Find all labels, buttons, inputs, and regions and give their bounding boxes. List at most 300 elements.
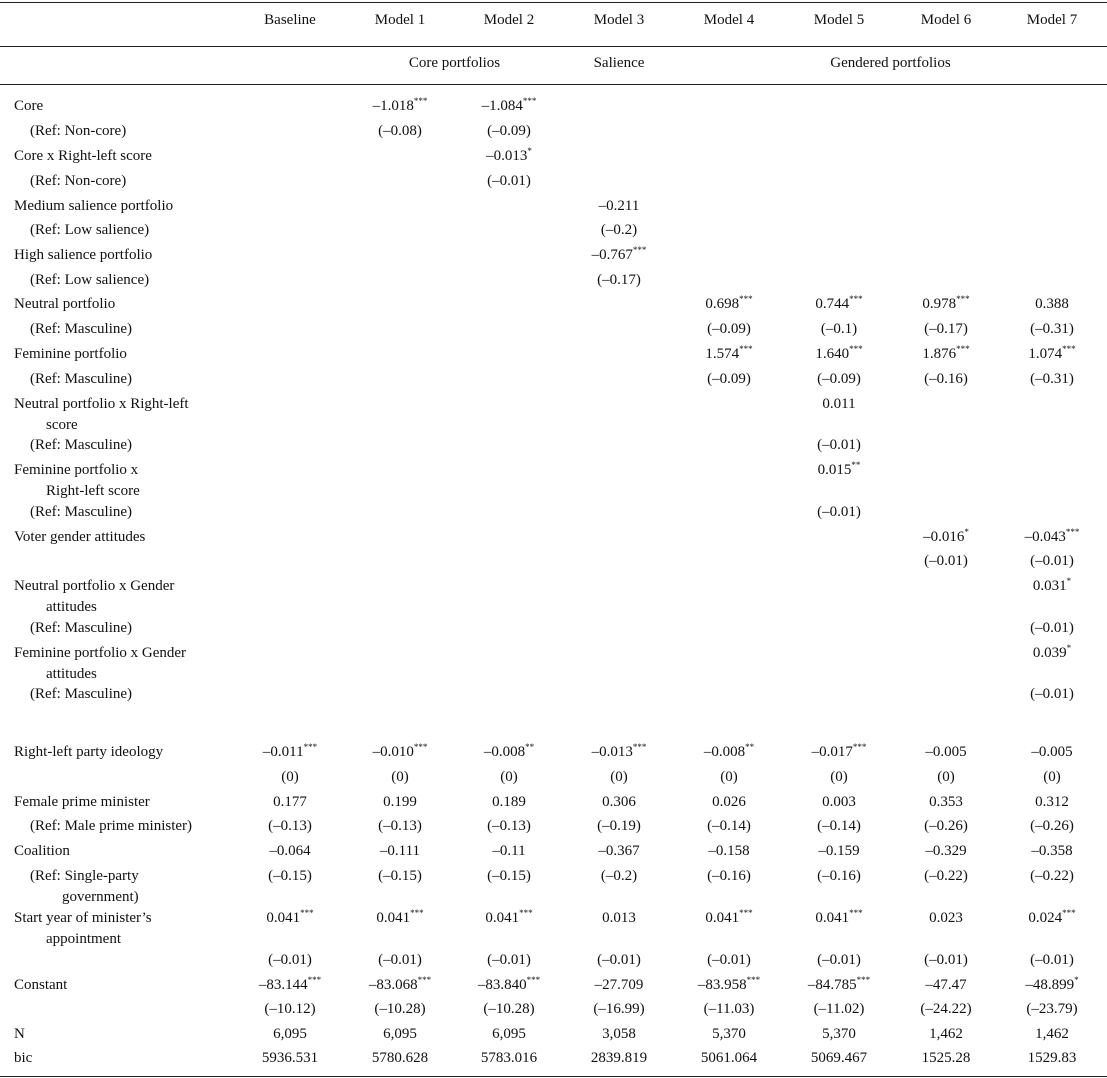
cell-value: 0.388 xyxy=(1035,296,1069,312)
significance-stars: *** xyxy=(413,96,428,106)
table-cell xyxy=(891,1024,1001,1045)
cell-value: –0.013 xyxy=(486,148,528,164)
table-cell xyxy=(997,527,1107,548)
table-cell xyxy=(454,121,564,142)
table-cell xyxy=(454,767,564,788)
cell-value: –0.11 xyxy=(492,843,526,859)
cell-value: 0.041 xyxy=(266,910,301,926)
table-cell xyxy=(235,999,345,1020)
label-text: (Ref: Masculine) xyxy=(30,620,133,636)
cell-value: (–0.16) xyxy=(707,868,751,884)
cell-value: (–0.15) xyxy=(487,868,531,884)
cell-value: (–0.22) xyxy=(924,868,968,884)
cell-value: (0) xyxy=(281,769,299,785)
table-cell xyxy=(345,1048,455,1069)
cell-value: (–0.31) xyxy=(1030,371,1074,387)
cell-value: –0.010 xyxy=(372,744,414,760)
reference-label xyxy=(30,171,250,192)
table-row xyxy=(0,551,1107,573)
table-cell xyxy=(564,245,674,266)
label-text: Core x Right-left score xyxy=(14,148,152,164)
table-row xyxy=(0,435,1107,457)
table-cell xyxy=(235,767,345,788)
significance-stars: *** xyxy=(739,294,753,304)
cell-value: 0.013 xyxy=(602,910,636,926)
label-text: (Ref: Low salience) xyxy=(30,272,150,288)
table-cell xyxy=(997,841,1107,862)
label-continuation: appointment xyxy=(46,931,121,947)
label-text: Female prime minister xyxy=(14,794,150,810)
variable-label xyxy=(14,792,234,813)
table-cell xyxy=(454,950,564,971)
table-cell xyxy=(564,908,674,929)
reference-label xyxy=(30,220,250,241)
table-row xyxy=(0,171,1107,193)
cell-value: –83.144 xyxy=(258,977,308,993)
label-text: (Ref: Masculine) xyxy=(30,686,133,702)
cell-value: (0) xyxy=(500,769,518,785)
cell-value: (–0.01) xyxy=(268,952,312,968)
significance-stars: *** xyxy=(522,96,537,106)
table-cell xyxy=(345,96,455,117)
cell-value: 0.015 xyxy=(817,462,852,478)
table-cell xyxy=(564,270,674,291)
significance-stars: *** xyxy=(1062,344,1076,354)
cell-value: –0.013 xyxy=(591,744,633,760)
table-cell xyxy=(345,792,455,813)
table-cell xyxy=(674,841,784,862)
label-text: (Ref: Masculine) xyxy=(30,504,133,520)
table-cell xyxy=(674,369,784,390)
table-cell xyxy=(564,950,674,971)
table-cell xyxy=(454,1024,564,1045)
label-text: Medium salience portfolio xyxy=(14,198,174,214)
cell-value: 0.003 xyxy=(822,794,856,810)
label-continuation: government) xyxy=(62,889,139,905)
table-cell xyxy=(345,742,455,763)
table-row xyxy=(0,196,1107,218)
table-cell xyxy=(997,742,1107,763)
significance-stars: *** xyxy=(856,975,871,985)
significance-stars: * xyxy=(527,146,532,156)
cell-value: –0.211 xyxy=(598,198,640,214)
table-cell xyxy=(997,1048,1107,1069)
table-cell xyxy=(345,908,455,929)
table-cell xyxy=(345,1024,455,1045)
table-cell xyxy=(891,908,1001,929)
cell-value: 1.640 xyxy=(815,346,850,362)
cell-value: 0.023 xyxy=(929,910,963,926)
table-cell xyxy=(891,551,1001,572)
table-row xyxy=(0,460,1107,499)
table-cell xyxy=(784,394,894,415)
table-row xyxy=(0,220,1107,242)
cell-value: –0.358 xyxy=(1031,843,1073,859)
table-cell xyxy=(891,767,1001,788)
table-row xyxy=(0,270,1107,292)
cell-value: –83.068 xyxy=(368,977,418,993)
label-continuation: attitudes xyxy=(46,666,97,682)
cell-value: 6,095 xyxy=(273,1026,307,1042)
cell-value: (0) xyxy=(830,769,848,785)
reference-label xyxy=(30,502,250,523)
cell-value: 1529.83 xyxy=(1027,1050,1077,1066)
cell-value: 0.312 xyxy=(1035,794,1069,810)
significance-stars: *** xyxy=(526,975,541,985)
table-cell xyxy=(997,792,1107,813)
table-cell xyxy=(891,841,1001,862)
table-cell xyxy=(454,146,564,167)
variable-label xyxy=(14,96,234,117)
variable-label xyxy=(14,1024,234,1045)
cell-value: 0.189 xyxy=(492,794,526,810)
cell-value: 1.876 xyxy=(922,346,957,362)
table-row xyxy=(0,975,1107,997)
cell-value: 0.031 xyxy=(1032,578,1067,594)
table-cell xyxy=(345,866,455,887)
label-text: Right-left party ideology xyxy=(14,744,164,760)
group-header-gendered: Gendered portfolios xyxy=(830,55,951,71)
table-row xyxy=(0,369,1107,391)
cell-value: (–0.09) xyxy=(817,371,861,387)
table-cell xyxy=(997,319,1107,340)
table-row xyxy=(0,319,1107,341)
table-cell xyxy=(564,742,674,763)
label-text: Voter gender attitudes xyxy=(14,529,146,545)
table-cell xyxy=(454,792,564,813)
cell-value: –83.958 xyxy=(697,977,747,993)
cell-value: (–0.16) xyxy=(817,868,861,884)
variable-label xyxy=(14,841,234,862)
table-cell xyxy=(235,742,345,763)
table-row xyxy=(0,1048,1107,1070)
cell-value: (–0.14) xyxy=(817,818,861,834)
reference-label xyxy=(30,816,250,837)
table-row xyxy=(0,816,1107,838)
table-row xyxy=(0,1024,1107,1046)
label-text: (Ref: Non-core) xyxy=(30,173,127,189)
cell-value: –0.005 xyxy=(1031,744,1073,760)
table-cell xyxy=(454,171,564,192)
cell-value: (–0.13) xyxy=(378,818,422,834)
table-cell xyxy=(784,767,894,788)
label-continuation: Right-left score xyxy=(46,483,140,499)
cell-value: (–11.03) xyxy=(703,1001,755,1017)
cell-value: 1.074 xyxy=(1028,346,1063,362)
cell-value: 5061.064 xyxy=(700,1050,758,1066)
variable-label xyxy=(14,460,226,502)
label-text: Core xyxy=(14,98,44,114)
label-text: Feminine portfolio x Gender xyxy=(14,645,187,661)
significance-stars: ** xyxy=(745,742,755,752)
significance-stars: *** xyxy=(632,245,647,255)
table-cell xyxy=(564,816,674,837)
table-row xyxy=(0,999,1107,1021)
significance-stars: *** xyxy=(849,294,863,304)
significance-stars: * xyxy=(1074,975,1079,985)
group-header-core: Core portfolios xyxy=(408,55,501,71)
table-cell xyxy=(891,319,1001,340)
significance-stars: *** xyxy=(413,742,428,752)
table-cell xyxy=(564,841,674,862)
table-cell xyxy=(997,551,1107,572)
table-cell xyxy=(997,816,1107,837)
column-header-model-7: Model 7 xyxy=(1026,12,1078,28)
cell-value: –0.008 xyxy=(483,744,526,760)
cell-value: 1.574 xyxy=(705,346,740,362)
table-cell xyxy=(997,294,1107,315)
table-cell xyxy=(454,1048,564,1069)
table-cell xyxy=(784,975,894,996)
cell-value: (–0.1) xyxy=(820,321,858,337)
table-cell xyxy=(345,816,455,837)
table-cell xyxy=(997,767,1107,788)
label-text: Neutral portfolio xyxy=(14,296,116,312)
bottom-rule xyxy=(0,1076,1107,1077)
table-cell xyxy=(891,975,1001,996)
significance-stars: *** xyxy=(852,742,867,752)
table-cell xyxy=(235,792,345,813)
label-text: Constant xyxy=(14,977,68,993)
cell-value: (–0.2) xyxy=(600,222,638,238)
cell-value: (–0.16) xyxy=(924,371,968,387)
table-cell xyxy=(674,742,784,763)
table-cell xyxy=(235,908,345,929)
cell-value: 5,370 xyxy=(822,1026,856,1042)
table-cell xyxy=(454,999,564,1020)
cell-value: (–0.01) xyxy=(1030,620,1074,636)
table-cell xyxy=(997,975,1107,996)
cell-value: 0.039 xyxy=(1032,645,1067,661)
variable-label xyxy=(14,742,234,763)
cell-value: (–0.26) xyxy=(1030,818,1074,834)
table-cell xyxy=(997,950,1107,971)
label-text: (Ref: Male prime minister) xyxy=(30,818,193,834)
cell-value: (0) xyxy=(610,769,628,785)
cell-value: –0.064 xyxy=(269,843,311,859)
cell-value: 6,095 xyxy=(383,1026,417,1042)
cell-value: (0) xyxy=(1043,769,1061,785)
label-text: Neutral portfolio x Right-left xyxy=(14,396,189,412)
variable-label xyxy=(14,527,234,548)
label-text: Feminine portfolio x xyxy=(14,462,139,478)
table-row xyxy=(0,618,1107,640)
cell-value: 0.177 xyxy=(273,794,307,810)
table-cell xyxy=(674,294,784,315)
label-text: Neutral portfolio x Gender xyxy=(14,578,175,594)
table-cell xyxy=(784,319,894,340)
cell-value: 0.306 xyxy=(602,794,636,810)
cell-value: (–0.01) xyxy=(1030,686,1074,702)
table-cell xyxy=(997,1024,1107,1045)
table-row xyxy=(0,576,1107,615)
table-cell xyxy=(674,866,784,887)
label-text: (Ref: Masculine) xyxy=(30,371,133,387)
table-cell xyxy=(674,1048,784,1069)
table-cell xyxy=(674,344,784,365)
variable-label xyxy=(14,1048,234,1069)
table-row xyxy=(0,96,1107,118)
cell-value: (–0.22) xyxy=(1030,868,1074,884)
variable-label xyxy=(14,576,226,618)
cell-value: (0) xyxy=(391,769,409,785)
table-cell xyxy=(891,950,1001,971)
table-cell xyxy=(891,294,1001,315)
table-cell xyxy=(564,196,674,217)
table-cell xyxy=(784,369,894,390)
variable-label xyxy=(14,245,234,266)
table-cell xyxy=(891,527,1001,548)
significance-stars: *** xyxy=(307,975,322,985)
table-cell xyxy=(235,1024,345,1045)
table-cell xyxy=(784,950,894,971)
cell-value: –0.016 xyxy=(923,529,965,545)
significance-stars: *** xyxy=(1065,527,1080,537)
cell-value: 0.744 xyxy=(815,296,850,312)
table-cell xyxy=(454,841,564,862)
significance-stars: *** xyxy=(746,975,761,985)
table-cell xyxy=(674,816,784,837)
reference-label xyxy=(30,319,250,340)
cell-value: 0.011 xyxy=(822,396,856,412)
table-cell xyxy=(891,742,1001,763)
variable-label xyxy=(14,196,234,217)
table-row xyxy=(0,684,1107,706)
table-cell xyxy=(674,908,784,929)
cell-value: (–0.09) xyxy=(707,321,751,337)
significance-stars: *** xyxy=(410,908,424,918)
cell-value: 6,095 xyxy=(492,1026,526,1042)
cell-value: 0.041 xyxy=(815,910,850,926)
table-cell xyxy=(784,792,894,813)
cell-value: 3,058 xyxy=(602,1026,636,1042)
table-cell xyxy=(784,841,894,862)
cell-value: –83.840 xyxy=(477,977,527,993)
table-cell xyxy=(345,999,455,1020)
cell-value: –1.084 xyxy=(481,98,523,114)
cell-value: 0.024 xyxy=(1028,910,1063,926)
cell-value: 0.353 xyxy=(929,794,963,810)
table-cell xyxy=(784,1048,894,1069)
cell-value: –48.899 xyxy=(1025,977,1075,993)
table-cell xyxy=(345,121,455,142)
table-cell xyxy=(891,816,1001,837)
table-cell xyxy=(564,1048,674,1069)
variable-label xyxy=(14,294,234,315)
significance-stars: * xyxy=(964,527,969,537)
table-cell xyxy=(784,460,894,481)
cell-value: –0.367 xyxy=(598,843,640,859)
table-cell xyxy=(345,950,455,971)
label-text: Feminine portfolio xyxy=(14,346,127,362)
significance-stars: *** xyxy=(300,908,314,918)
reference-label xyxy=(30,121,250,142)
table-cell xyxy=(454,975,564,996)
cell-value: –0.159 xyxy=(818,843,860,859)
table-cell xyxy=(564,220,674,241)
table-cell xyxy=(784,999,894,1020)
cell-value: 5783.016 xyxy=(480,1050,538,1066)
table-cell xyxy=(997,344,1107,365)
variable-label xyxy=(14,394,226,436)
table-cell xyxy=(454,866,564,887)
cell-value: –0.111 xyxy=(379,843,421,859)
column-header-model-2: Model 2 xyxy=(483,12,535,28)
significance-stars: ** xyxy=(525,742,535,752)
table-row xyxy=(0,344,1107,366)
cell-value: (–10.28) xyxy=(483,1001,535,1017)
table-row xyxy=(0,841,1107,863)
cell-value: 0.978 xyxy=(922,296,957,312)
cell-value: (–0.01) xyxy=(924,553,968,569)
cell-value: (–0.01) xyxy=(817,504,861,520)
variable-label xyxy=(14,146,234,167)
table-cell xyxy=(784,1024,894,1045)
column-header-model-1: Model 1 xyxy=(374,12,426,28)
cell-value: 1,462 xyxy=(929,1026,963,1042)
cell-value: 5780.628 xyxy=(371,1050,429,1066)
group-header-salience: Salience xyxy=(593,55,645,71)
table-cell xyxy=(997,618,1107,639)
cell-value: (–0.01) xyxy=(707,952,751,968)
cell-value: –27.709 xyxy=(594,977,644,993)
table-cell xyxy=(674,792,784,813)
table-cell xyxy=(784,742,894,763)
table-cell xyxy=(345,841,455,862)
table-row xyxy=(0,394,1107,433)
significance-stars: *** xyxy=(739,908,753,918)
label-text: N xyxy=(14,1026,25,1042)
table-cell xyxy=(784,866,894,887)
table-cell xyxy=(454,742,564,763)
table-cell xyxy=(997,908,1107,929)
label-text: (Ref: Non-core) xyxy=(30,123,127,139)
cell-value: (–0.01) xyxy=(378,952,422,968)
table-cell xyxy=(784,344,894,365)
table-cell xyxy=(235,975,345,996)
table-row xyxy=(0,767,1107,789)
table-cell xyxy=(674,999,784,1020)
table-row xyxy=(0,146,1107,168)
cell-value: (–0.01) xyxy=(1030,952,1074,968)
table-cell xyxy=(674,1024,784,1045)
table-cell xyxy=(674,975,784,996)
table-cell xyxy=(997,369,1107,390)
table-cell xyxy=(997,684,1107,705)
table-cell xyxy=(674,767,784,788)
cell-value: (–0.01) xyxy=(487,173,531,189)
table-cell xyxy=(997,999,1107,1020)
column-header-model-3: Model 3 xyxy=(593,12,645,28)
variable-label xyxy=(14,975,234,996)
cell-value: 0.041 xyxy=(376,910,411,926)
cell-value: (–0.01) xyxy=(597,952,641,968)
label-continuation: score xyxy=(46,417,78,433)
cell-value: (–0.09) xyxy=(707,371,751,387)
table-row xyxy=(0,245,1107,267)
top-rule xyxy=(0,2,1107,3)
column-header-baseline: Baseline xyxy=(264,12,316,28)
table-cell xyxy=(564,866,674,887)
label-continuation: attitudes xyxy=(46,599,97,615)
cell-value: 5936.531 xyxy=(261,1050,319,1066)
label-text: Start year of minister’s xyxy=(14,910,152,926)
table-row xyxy=(0,866,1107,905)
cell-value: 0.041 xyxy=(485,910,520,926)
cell-value: (–0.31) xyxy=(1030,321,1074,337)
label-text: Coalition xyxy=(14,843,70,859)
table-cell xyxy=(784,816,894,837)
